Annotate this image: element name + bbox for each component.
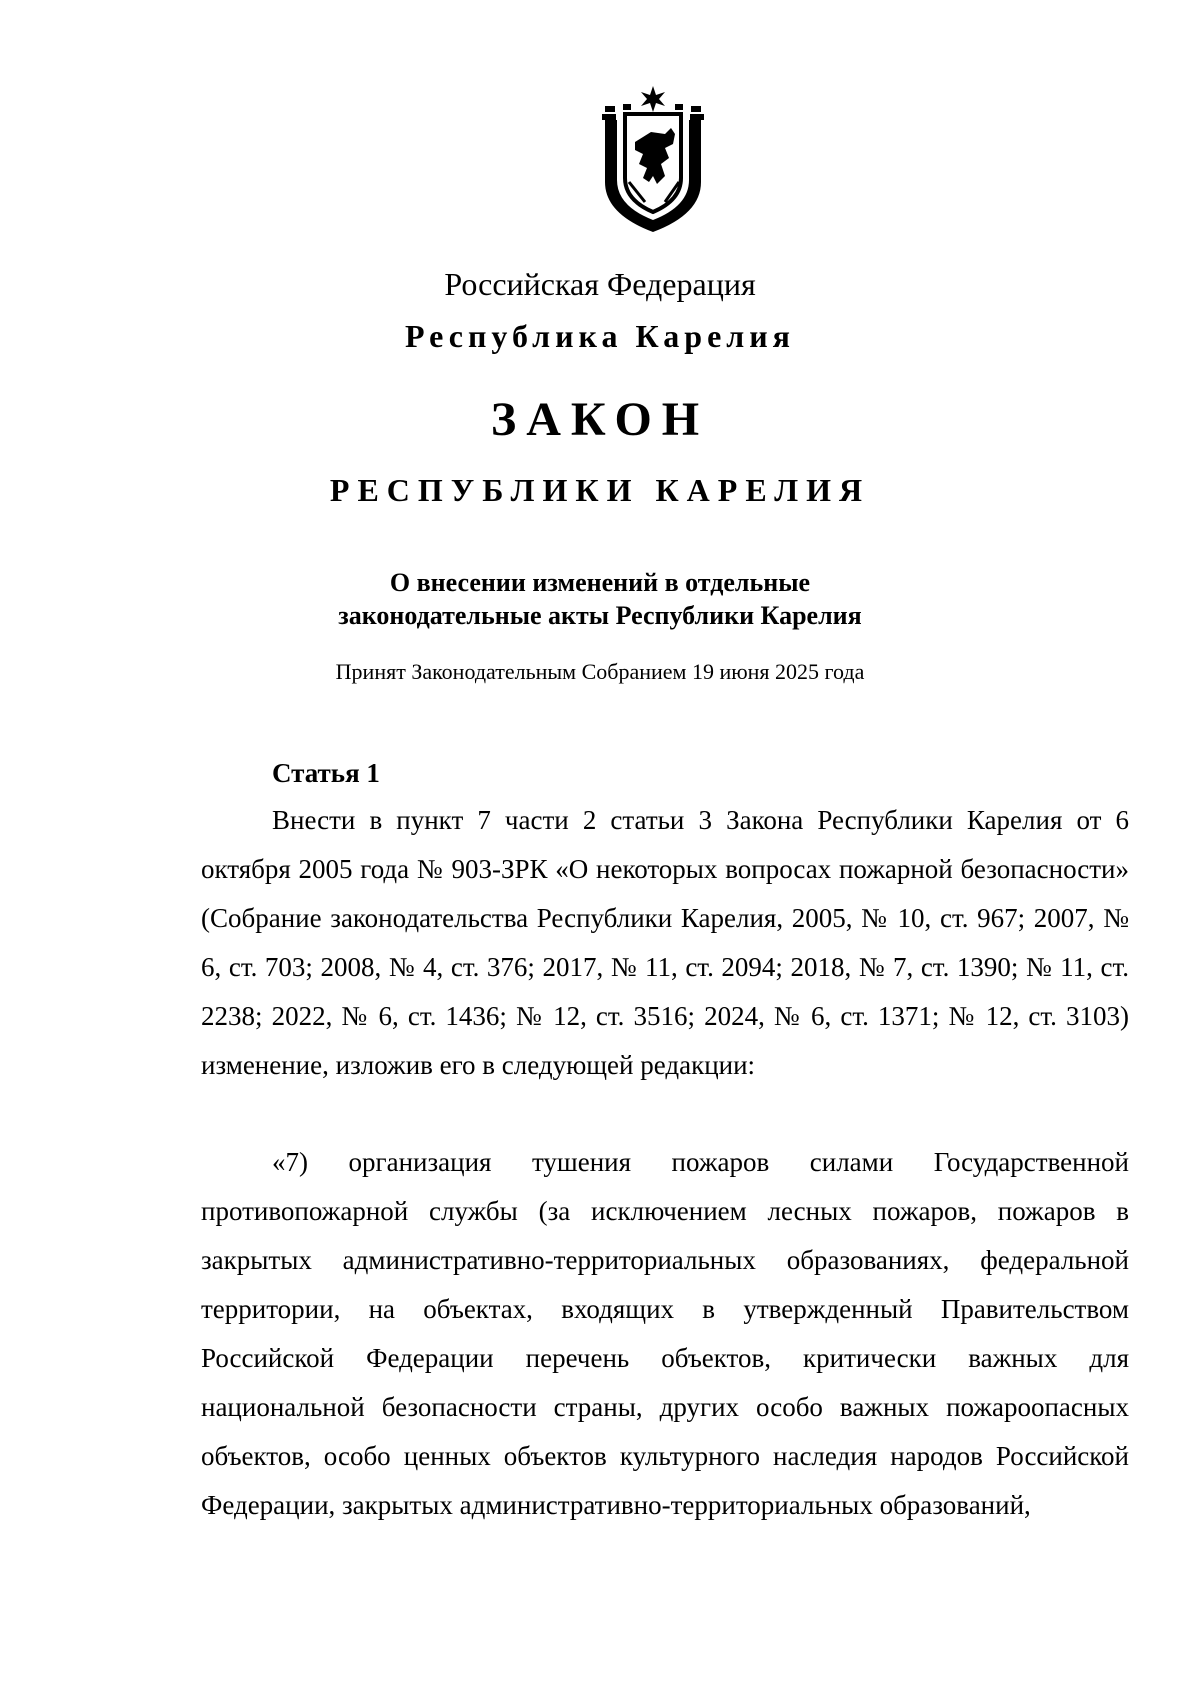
law-subject-line-1: О внесении изменений в отдельные [389,568,811,597]
republic-name: Республика Карелия [405,318,795,354]
article-paragraph-1: Внести в пункт 7 части 2 статьи 3 Закона Республики Карелия от 6 октября 2005 года № 903-ЗРК «О некоторых вопросах пожарной безопасности» (Собрание законодательства Республики Карелия, 2005, № 10, ст. 967; 2007, № 6, ст. 703; 2008, № 4, ст. 376; 2017, № 11, ст. 2094; 2018, № 7, ст. 1390; № 11, ст. 2238; 2022, № 6, ст. 1436; № 12, ст. 3516; 2024, № 6, ст. 1371; № 12, ст. 3103) изменение, изложив его в следующей редакции: [201,805,1129,1080]
law-subtitle: РЕСПУБЛИКИ КАРЕЛИЯ [329,472,871,508]
law-subject [0,566,1200,632]
article-heading: Статья 1 [272,758,380,788]
article-paragraph-2: «7) организация тушения пожаров силами Государственной противопожарной службы (за исключением лесных пожаров, пожаров в закрытых административно-территориальных образованиях, федеральной территории, на объектах, входящих в утвержденный Правительством Российской Федерации перечень объектов, критически важных для национальной безопасности страны, других особо важных пожароопасных объектов, особо ценных объектов культурного наследия народов Российской Федерации, закрытых административно-территориальных образований, [201,1147,1129,1520]
adoption-date: Принят Законодательным Собранием 19 июня 2025 года [335,659,865,684]
coat-of-arms-icon [599,84,707,234]
country-name: Российская Федерация [444,266,756,302]
law-subject-line-2: законодательные акты Республики Карелия [338,601,862,630]
law-title: ЗАКОН [490,393,710,446]
